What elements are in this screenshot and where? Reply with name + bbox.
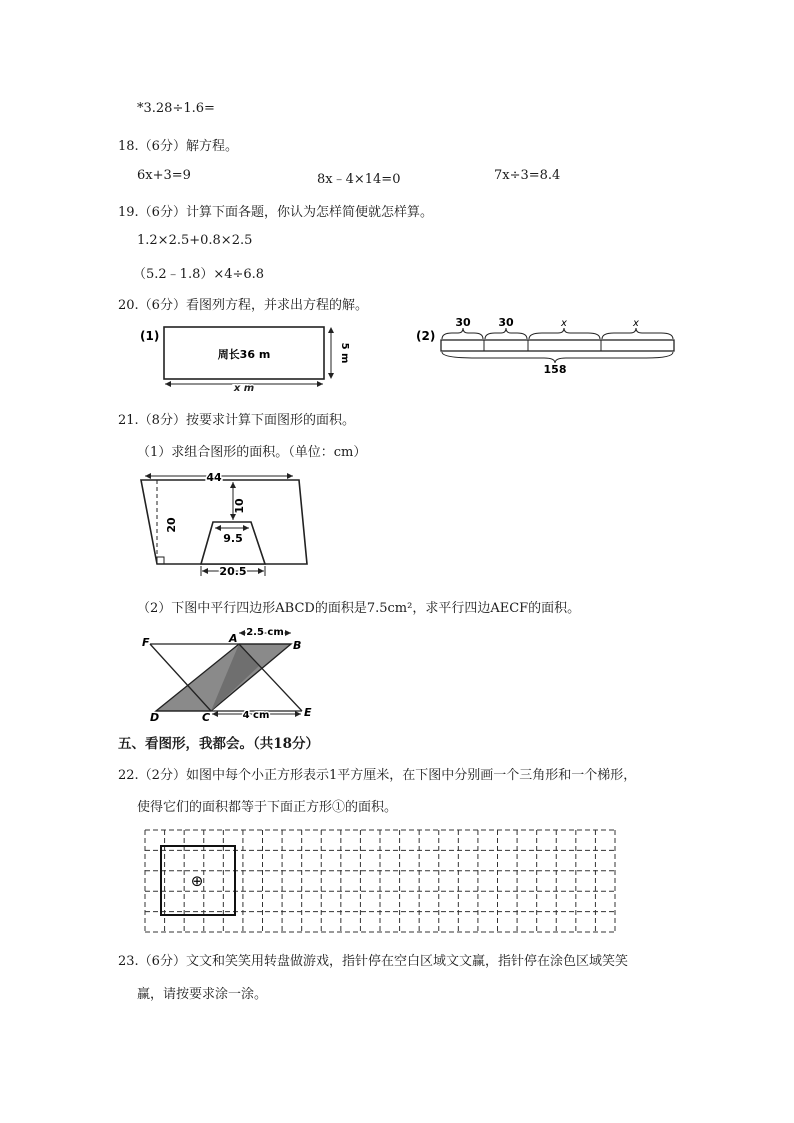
figure-21-2 xyxy=(140,622,330,722)
fig21-1-top: 44 xyxy=(206,471,222,484)
fig20-2-seg-1: 30 xyxy=(455,316,471,329)
square-1-marker: ⊕ xyxy=(190,872,204,890)
q18-equation-3: 7x÷3=8.4 xyxy=(494,168,561,183)
q23-line-2: 赢，请按要求涂一涂。 xyxy=(137,987,268,1002)
fig21-1-trap-bottom: 20.5 xyxy=(219,565,247,578)
fig20-2-total: 158 xyxy=(543,363,567,376)
section-5-heading: 五、看图形，我都会。（共18分） xyxy=(118,736,320,752)
fig20-1-label: (1) xyxy=(140,329,160,343)
fig21-2-F: F xyxy=(142,636,150,649)
fig21-1-height: 20 xyxy=(165,517,178,533)
fig21-2-C: C xyxy=(202,711,211,724)
fig20-2-label: (2) xyxy=(416,329,436,343)
q21-heading: 21.（8分）按要求计算下面图形的面积。 xyxy=(118,413,355,428)
q18-equation-1: 6x+3=9 xyxy=(137,168,191,183)
q18-equation-2: 8x﹣4×14=0 xyxy=(317,172,401,187)
fig20-2-seg-4: x xyxy=(633,318,639,329)
figure-20-1 xyxy=(130,320,360,400)
fig21-2-E: E xyxy=(304,706,312,719)
fig21-2-A: A xyxy=(229,632,238,645)
q21-part-1: （1）求组合图形的面积。（单位：cm） xyxy=(137,445,367,460)
figure-21-1 xyxy=(135,470,335,585)
drawing-grid[interactable] xyxy=(144,829,616,933)
fig21-1-depth: 10 xyxy=(233,498,246,514)
q23-line-1: 23.（6分）文文和笑笑用转盘做游戏，指针停在空白区域文文赢，指针停在涂色区域笑笑 xyxy=(118,954,628,969)
fig21-2-ab: 2.5 cm xyxy=(246,627,284,638)
figure-20-2 xyxy=(416,316,680,376)
q19-item-2: （5.2﹣1.8）×4÷6.8 xyxy=(133,267,265,282)
q19-item-1: 1.2×2.5+0.8×2.5 xyxy=(137,233,253,248)
fig20-1-perimeter: 周长36 m xyxy=(217,348,271,361)
fig20-1-bottom: x m xyxy=(233,383,255,394)
q21-part-2: （2）下图中平行四边形ABCD的面积是7.5cm²，求平行四边AECF的面积。 xyxy=(137,601,581,616)
fig20-2-seg-2: 30 xyxy=(498,316,514,329)
q18-heading: 18.（6分）解方程。 xyxy=(118,139,238,154)
q20-heading: 20.（6分）看图列方程，并求出方程的解。 xyxy=(118,298,368,313)
fig21-1-trap-top: 9.5 xyxy=(223,532,243,545)
q19-heading: 19.（6分）计算下面各题，你认为怎样简便就怎样算。 xyxy=(118,205,433,220)
fig20-2-seg-3: x xyxy=(561,318,567,329)
fig21-2-B: B xyxy=(293,639,302,652)
q22-line-2: 使得它们的面积都等于下面正方形①的面积。 xyxy=(137,800,398,815)
line-calc-item: *3.28÷1.6= xyxy=(137,101,215,116)
fig21-2-D: D xyxy=(150,711,160,724)
fig21-2-ce: 4 cm xyxy=(242,710,270,721)
q22-line-1: 22.（2分）如图中每个小正方形表示1平方厘米，在下图中分别画一个三角形和一个梯形， xyxy=(118,768,637,783)
fig20-1-side: 5 m xyxy=(339,342,350,364)
